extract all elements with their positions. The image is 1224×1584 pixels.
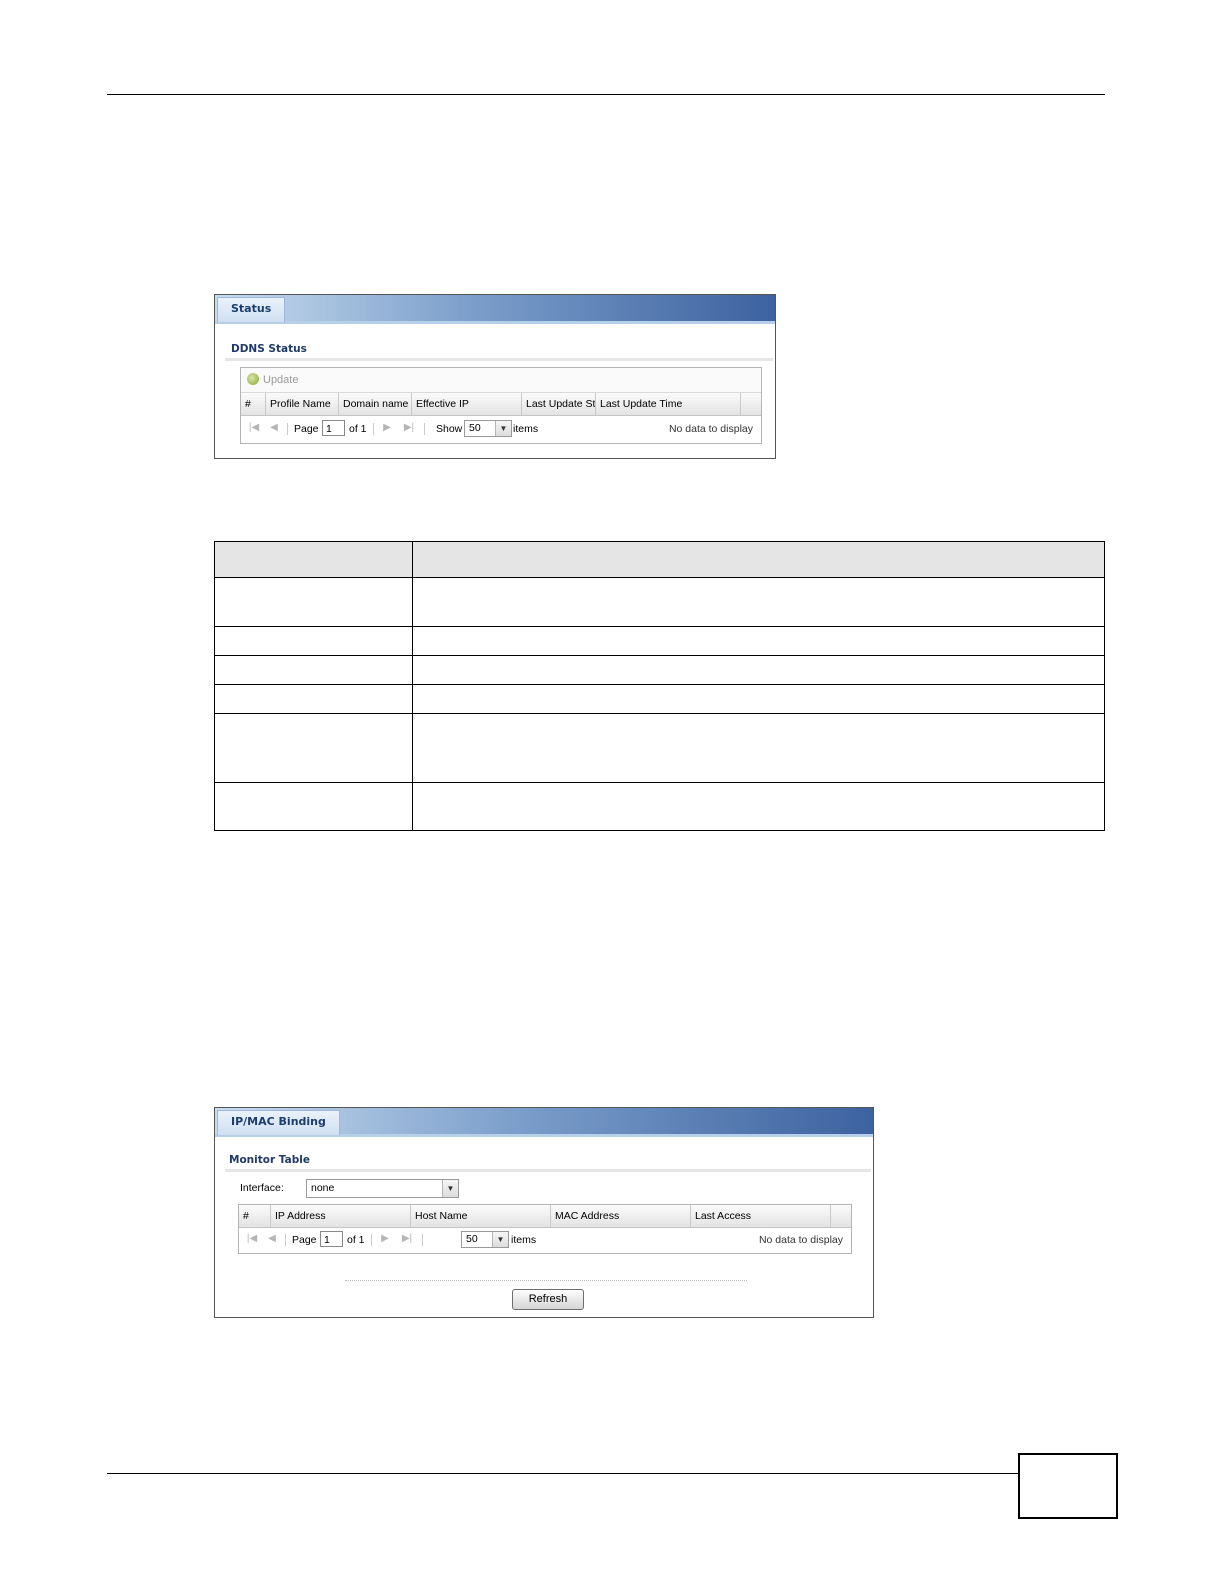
grid-header — [239, 1205, 851, 1228]
table-header-row — [215, 542, 1105, 578]
table-cell — [215, 685, 413, 714]
next-page-icon[interactable]: ▶ — [383, 422, 391, 433]
interface-select[interactable] — [306, 1179, 459, 1198]
page-label: Page — [294, 423, 319, 435]
last-page-icon[interactable]: ▶| — [401, 1233, 413, 1244]
prev-page-icon[interactable]: ◀ — [270, 422, 278, 433]
update-button[interactable] — [247, 373, 298, 386]
footer-rule — [107, 1473, 1019, 1474]
items-per-page-value: 50 — [466, 1233, 478, 1245]
page-number-box — [1018, 1453, 1118, 1519]
tab-bar — [215, 295, 775, 324]
ddns-grid — [240, 367, 762, 444]
tab-status[interactable]: Status — [217, 297, 285, 322]
update-icon — [247, 373, 259, 385]
page-count: of 1 — [349, 423, 367, 435]
page-input[interactable]: 1 — [322, 420, 345, 436]
column-header-domain-name[interactable]: Domain name — [339, 393, 412, 415]
table-cell — [215, 783, 413, 831]
grid-toolbar — [241, 368, 761, 393]
pager — [241, 417, 761, 441]
column-header-host-name[interactable]: Host Name — [411, 1205, 551, 1227]
tab-ipmac-binding[interactable]: IP/MAC Binding — [217, 1110, 340, 1135]
ipmac-binding-panel — [214, 1107, 874, 1318]
items-per-page-value: 50 — [469, 422, 481, 434]
pager-divider — [287, 423, 288, 435]
table-cell — [413, 783, 1105, 831]
table-cell — [413, 578, 1105, 627]
table-row — [215, 685, 1105, 714]
pager-divider — [422, 1234, 423, 1246]
prev-page-icon[interactable]: ◀ — [268, 1233, 276, 1244]
items-label: items — [511, 1234, 537, 1246]
pager-divider — [285, 1234, 286, 1246]
pager-divider — [424, 423, 425, 435]
first-page-icon[interactable]: |◀ — [248, 422, 260, 433]
grid-header — [241, 393, 761, 416]
interface-label: Interface: — [240, 1182, 284, 1194]
tab-bar — [215, 1108, 873, 1137]
refresh-button[interactable]: Refresh — [512, 1289, 584, 1310]
items-per-page-select[interactable] — [461, 1231, 509, 1248]
page-input[interactable]: 1 — [320, 1231, 343, 1247]
table-row — [215, 578, 1105, 627]
section-title-ddns-status: DDNS Status — [231, 343, 307, 355]
page-label: Page — [292, 1234, 317, 1246]
chevron-down-icon[interactable]: ▼ — [492, 1232, 508, 1247]
column-header-last-access[interactable]: Last Access — [691, 1205, 831, 1227]
show-label: Show — [436, 423, 463, 435]
interface-value: none — [311, 1182, 335, 1194]
column-header-last-update-status[interactable]: Last Update St — [522, 393, 596, 415]
monitor-grid — [238, 1204, 852, 1254]
next-page-icon[interactable]: ▶ — [381, 1233, 389, 1244]
no-data-message: No data to display — [668, 423, 753, 435]
first-page-icon[interactable]: |◀ — [246, 1233, 258, 1244]
column-header-number[interactable]: # — [239, 1205, 271, 1227]
pager-divider — [373, 423, 374, 435]
table-cell — [215, 627, 413, 656]
table-cell — [215, 656, 413, 685]
table-cell — [215, 714, 413, 783]
column-header-profile-name[interactable]: Profile Name — [266, 393, 339, 415]
table-header-label — [215, 542, 413, 578]
table-row — [215, 714, 1105, 783]
chevron-down-icon[interactable]: ▼ — [442, 1180, 458, 1197]
items-label: items — [513, 423, 539, 435]
table-cell — [413, 627, 1105, 656]
column-header-effective-ip[interactable]: Effective IP — [412, 393, 522, 415]
table-row — [215, 656, 1105, 685]
table-cell — [215, 578, 413, 627]
table-cell — [413, 656, 1105, 685]
table-row — [215, 627, 1105, 656]
items-per-page-select[interactable] — [464, 420, 512, 437]
table-cell — [413, 714, 1105, 783]
button-divider — [345, 1280, 747, 1281]
no-data-message: No data to display — [758, 1234, 843, 1246]
section-divider — [225, 1169, 871, 1172]
table-cell — [413, 685, 1105, 714]
column-header-mac-address[interactable]: MAC Address — [551, 1205, 691, 1227]
column-header-ip-address[interactable]: IP Address — [271, 1205, 411, 1227]
field-description-table — [214, 541, 1105, 831]
update-label: Update — [263, 374, 299, 386]
pager-divider — [371, 1234, 372, 1246]
section-divider — [225, 358, 773, 361]
page-count: of 1 — [347, 1234, 365, 1246]
header-rule — [107, 94, 1105, 95]
table-header-description — [413, 542, 1105, 578]
table-row — [215, 783, 1105, 831]
section-title-monitor-table: Monitor Table — [229, 1154, 310, 1166]
chevron-down-icon[interactable]: ▼ — [495, 421, 511, 436]
status-panel — [214, 294, 776, 459]
pager — [239, 1228, 851, 1252]
column-header-last-update-time[interactable]: Last Update Time — [596, 393, 741, 415]
last-page-icon[interactable]: ▶| — [403, 422, 415, 433]
column-header-number[interactable]: # — [241, 393, 266, 415]
